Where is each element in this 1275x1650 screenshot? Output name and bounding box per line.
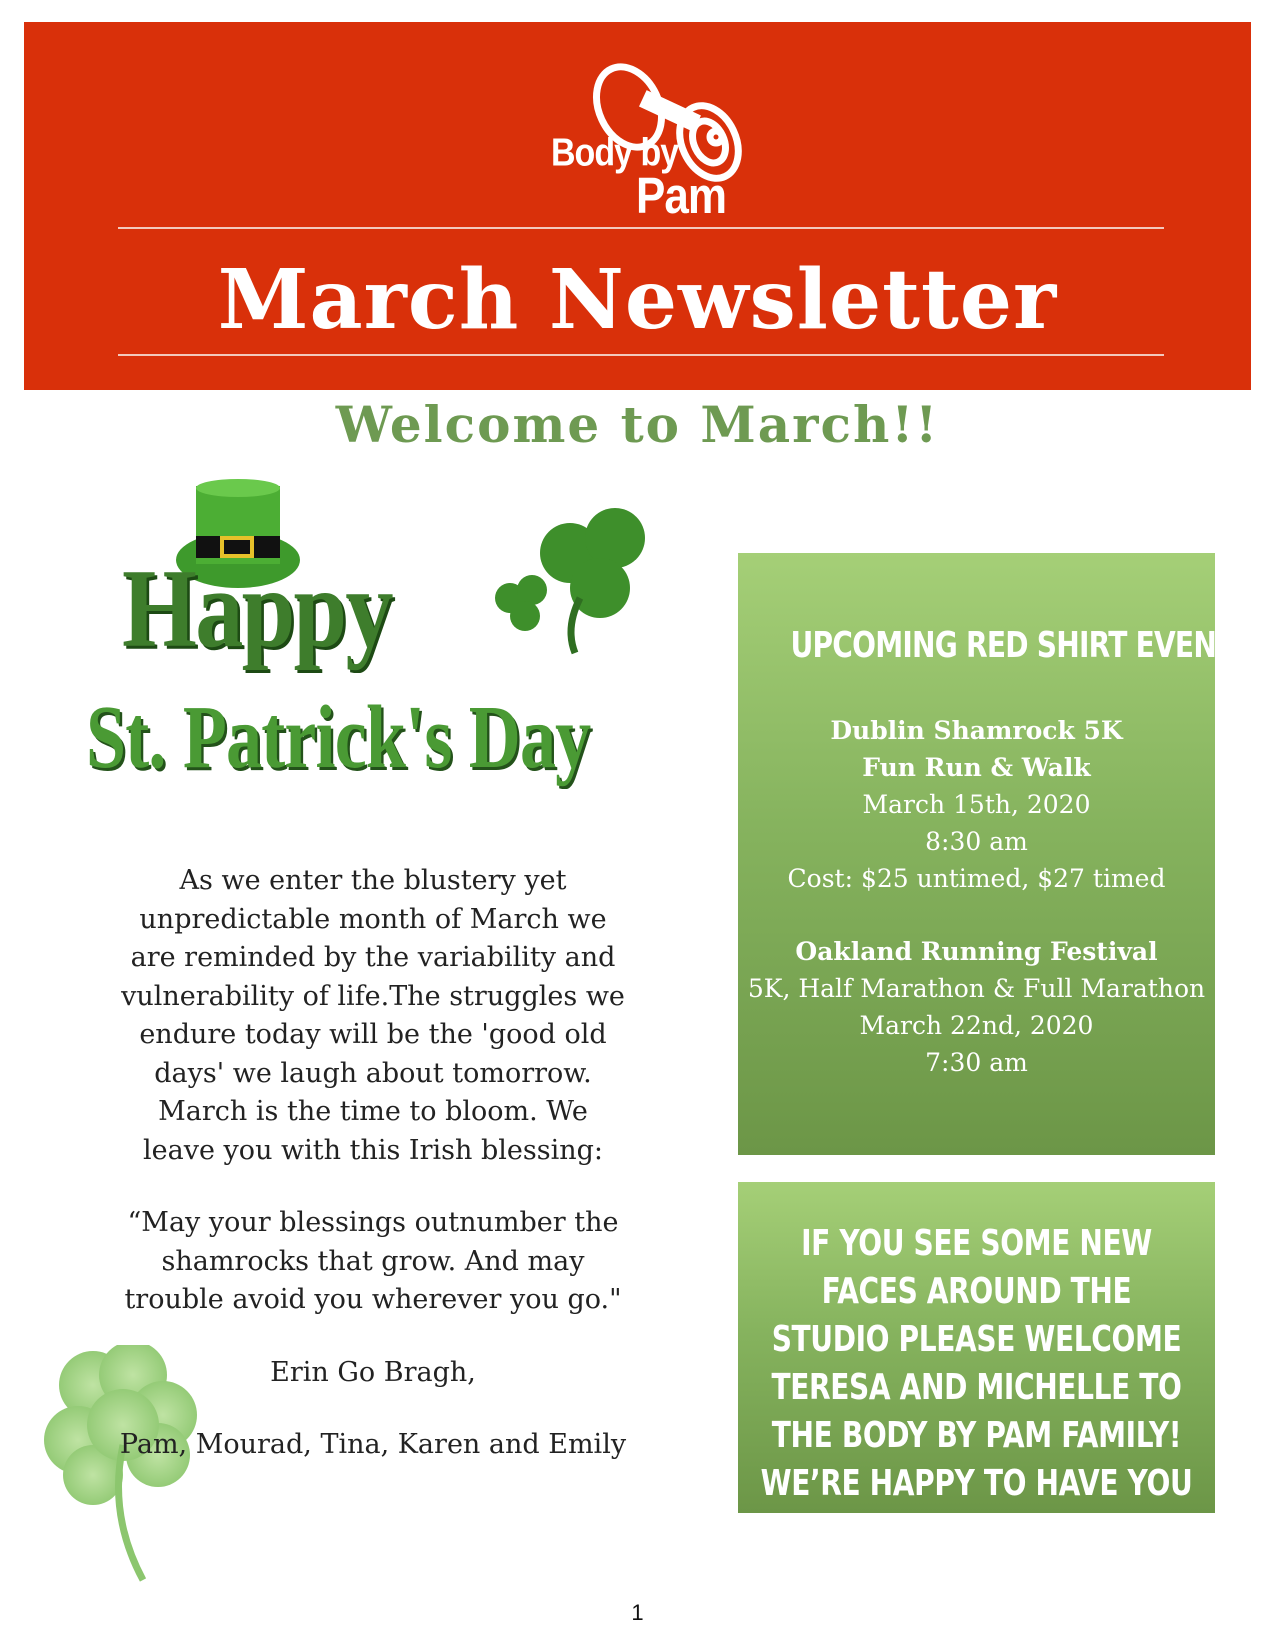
shamrock-icon xyxy=(495,508,645,653)
event-date: March 22nd, 2020 xyxy=(859,1011,1094,1040)
event-time: 7:30 am xyxy=(925,1048,1028,1077)
logo-line1: Body by xyxy=(551,131,679,175)
divider-top xyxy=(118,227,1164,229)
st-patricks-day-text: St. Patrick's Day xyxy=(86,688,591,787)
new-faces-panel xyxy=(738,1182,1215,1552)
event-name: Oakland Running Festival xyxy=(795,937,1158,966)
welcome-heading: Welcome to March!! xyxy=(335,395,940,454)
event-subtitle: Fun Run & Walk xyxy=(862,753,1091,782)
event-date: March 15th, 2020 xyxy=(862,790,1091,819)
new-faces-message: IF YOU SEE SOME NEW FACES AROUND THE STUDIO PLEASE WELCOME TERESA AND MICHELLE TO THE BODY BY PAM FAMILY! WE’RE HAPPY TO HAVE YOU HERE! xyxy=(760,1223,1193,1552)
happy-text: Happy xyxy=(122,547,392,671)
event-item xyxy=(738,712,1215,897)
events-heading: UPCOMING RED SHIRT EVENTS! xyxy=(790,625,1266,666)
signature: Pam, Mourad, Tina, Karen and Emily xyxy=(119,1429,627,1460)
divider-bottom xyxy=(118,354,1164,356)
events-panel xyxy=(738,553,1266,1155)
message-body xyxy=(118,862,628,1465)
event-name: Dublin Shamrock 5K xyxy=(830,716,1123,745)
event-subtitle: 5K, Half Marathon & Full Marathon xyxy=(747,974,1206,1003)
event-item xyxy=(738,933,1215,1081)
body-by-pam-logo xyxy=(544,42,784,232)
page-number: 1 xyxy=(631,1600,644,1625)
intro-paragraph: As we enter the blustery yet unpredictable month of March we are reminded by the variability and vulnerability of life.The struggles we endure today will be the 'good old days' we laugh about tomorrow. March is the time to bloom. We leave you with this Irish blessing: xyxy=(121,865,625,1166)
event-cost: Cost: $25 untimed, $27 timed xyxy=(787,864,1166,893)
header-banner xyxy=(24,22,1251,390)
newsletter-title: March Newsletter xyxy=(217,252,1058,348)
closing-line: Erin Go Bragh, xyxy=(270,1356,476,1388)
irish-blessing: “May your blessings outnumber the shamrocks that grow. And may trouble avoid you wherever you go." xyxy=(124,1207,622,1315)
event-time: 8:30 am xyxy=(925,827,1028,856)
logo-line2: Pam xyxy=(636,168,726,225)
